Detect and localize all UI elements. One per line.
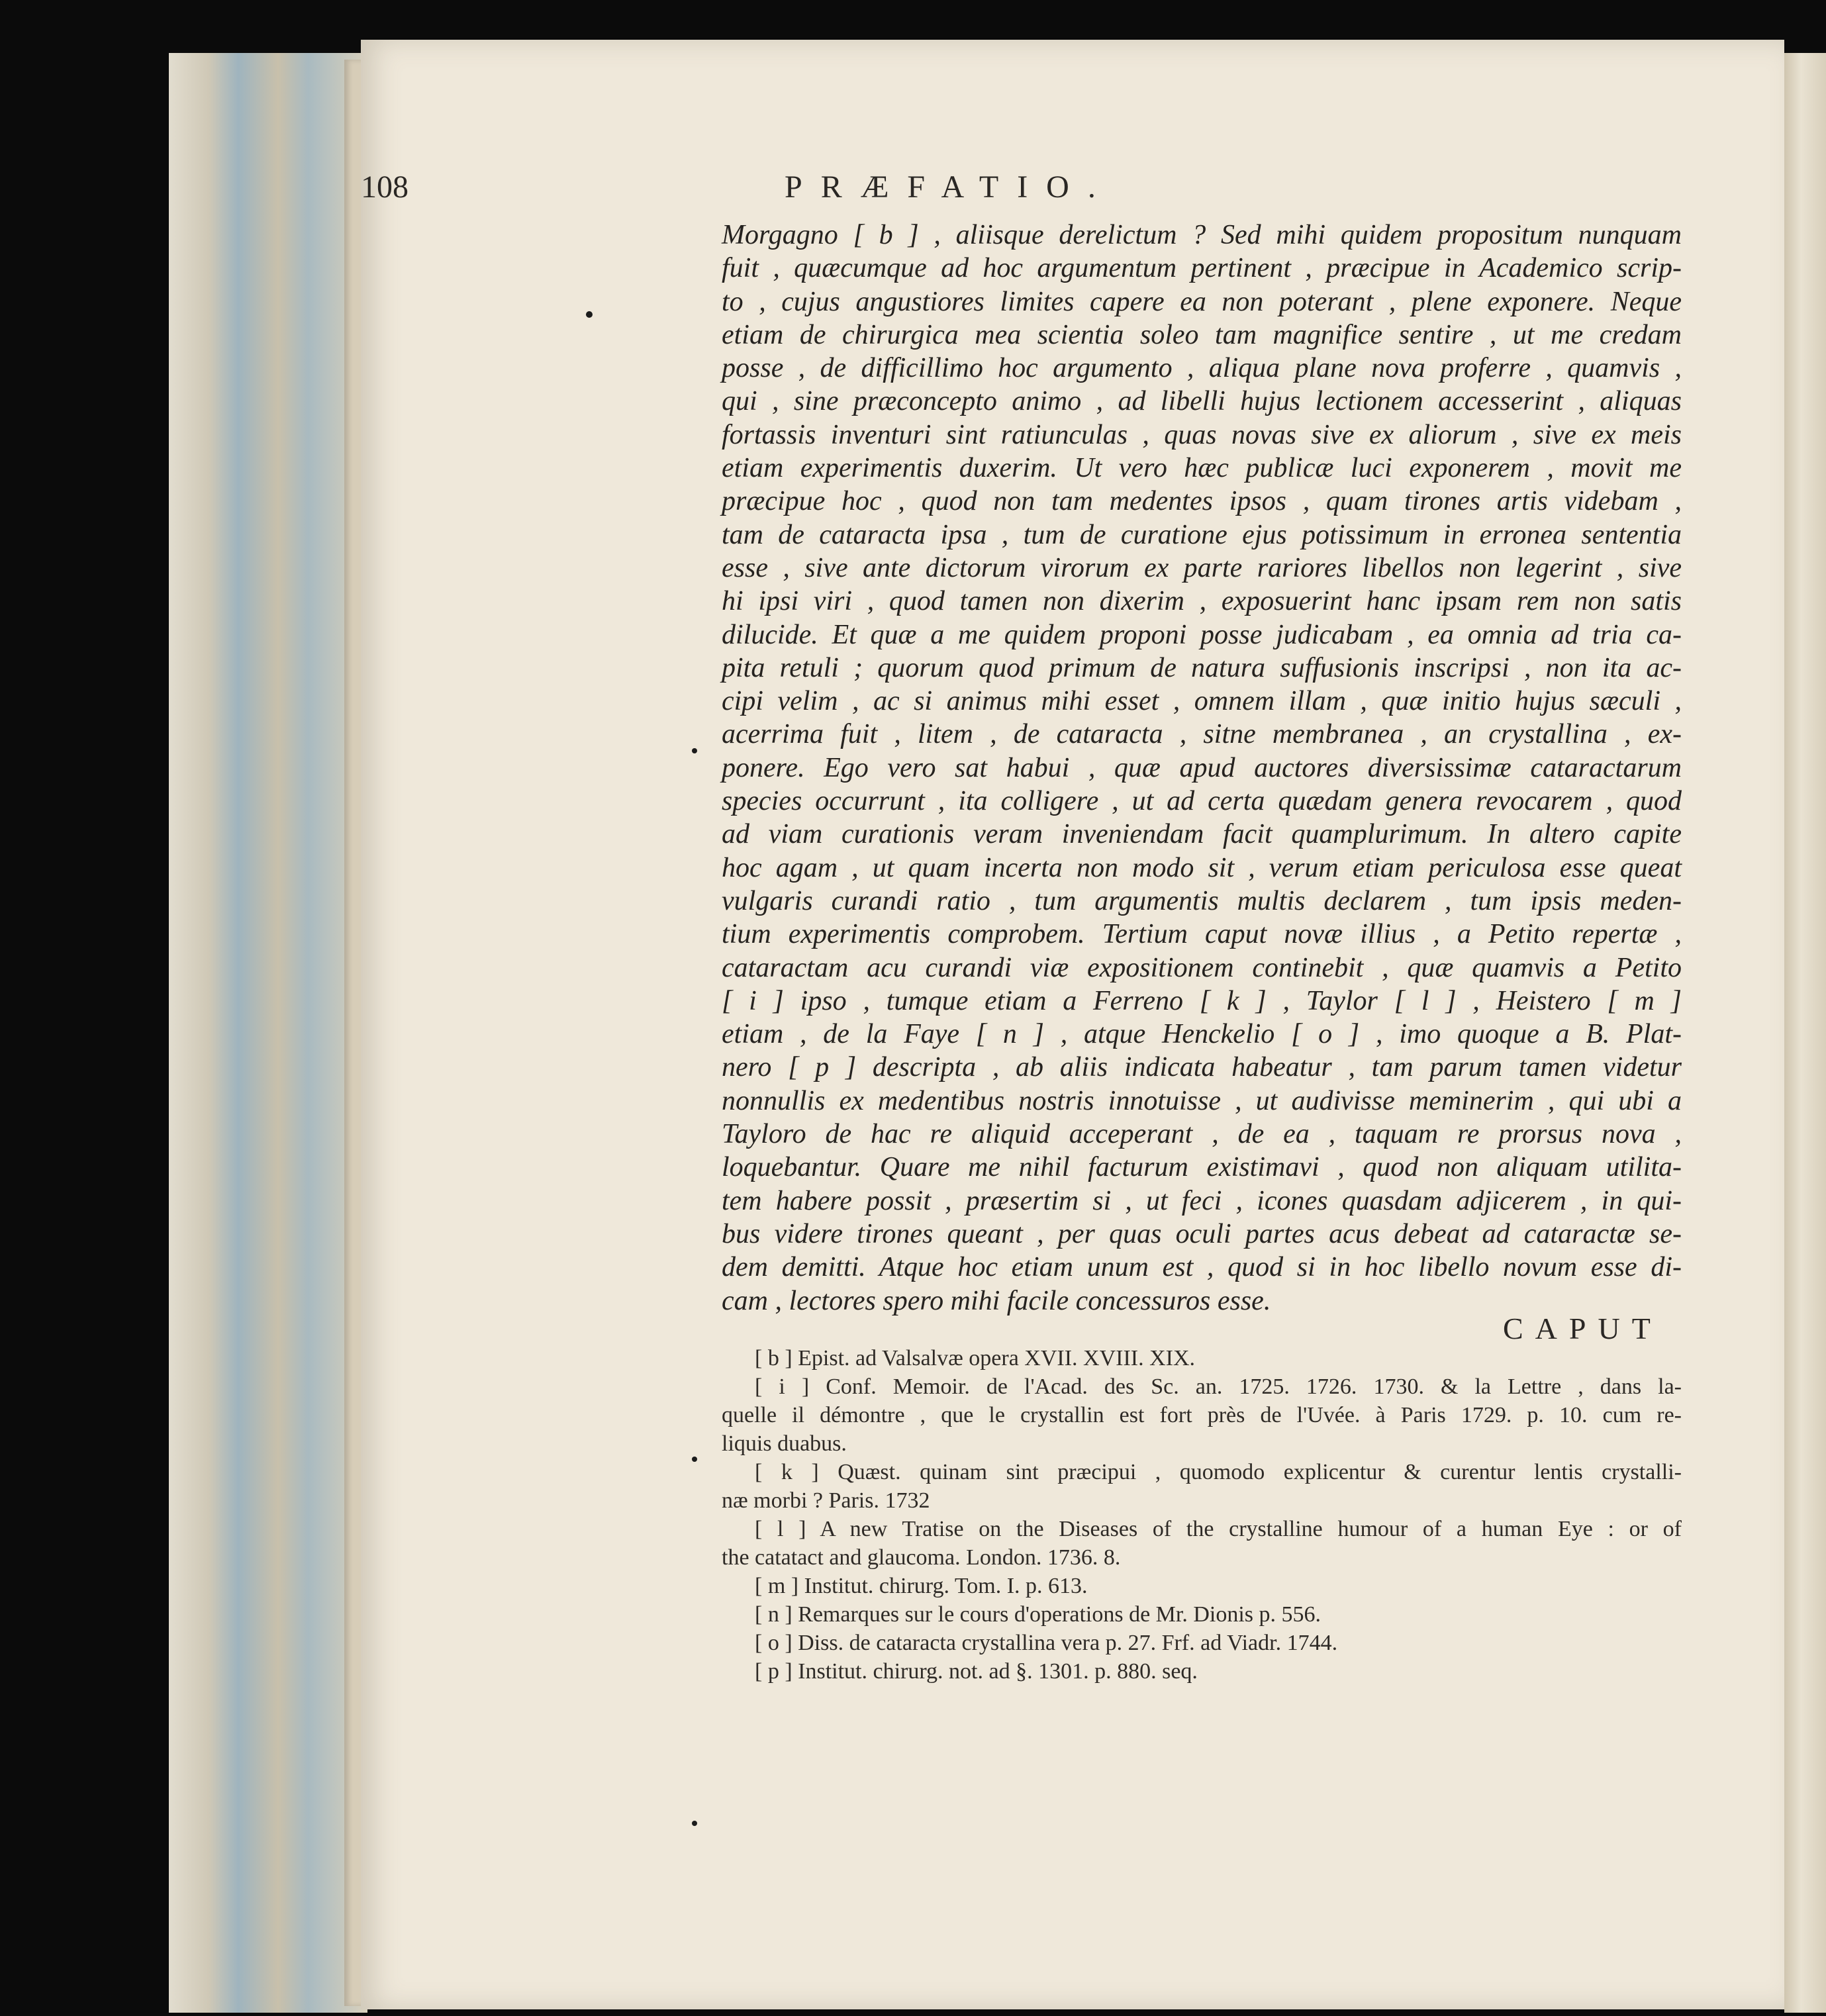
preface-body-text <box>722 218 1682 1318</box>
text-line: fortassis inventuri sint ratiunculas , quas novas sive ex aliorum , sive ex meis <box>722 419 1682 450</box>
footnote-line: [ p ] Institut. chirurg. not. ad §. 1301. p. 880. seq. <box>755 1659 1198 1684</box>
footnote-line: næ morbi ? Paris. 1732 <box>722 1488 930 1513</box>
footnote-line: [ i ] Conf. Memoir. de l'Acad. des Sc. an. 1725. 1726. 1730. & la Lettre , dans la- <box>755 1374 1682 1399</box>
footnote-line: [ l ] A new Tratise on the Diseases of the crystalline humour of a human Eye : or of <box>755 1517 1682 1541</box>
footnote-line: the catatact and glaucoma. London. 1736. 8. <box>722 1545 1121 1570</box>
footnote-line: liquis duabus. <box>722 1431 847 1456</box>
text-line: dem demitti. Atque hoc etiam unum est , quod si in hoc libello novum esse di- <box>722 1252 1682 1283</box>
text-line: hi ipsi viri , quod tamen non dixerim , exposuerint hanc ipsam rem non satis <box>722 586 1682 617</box>
text-line: bus videre tirones queant , per quas oculi partes acus debeat ad cataractæ se- <box>722 1218 1682 1249</box>
footnote-line: quelle il démontre , que le crystallin est fort près de l'Uvée. à Paris 1729. p. 10. cum re- <box>722 1403 1682 1427</box>
facing-page-edge <box>1784 53 1826 2013</box>
text-line: nero [ p ] descripta , ab aliis indicata habeatur , tam parum tamen videtur <box>722 1052 1682 1083</box>
footnote-line: [ n ] Remarques sur le cours d'operations de Mr. Dionis p. 556. <box>755 1602 1321 1627</box>
text-line: qui , sine præconcepto animo , ad libelli hujus lectionem accesserint , aliquas <box>722 386 1682 417</box>
text-line: [ i ] ipso , tumque etiam a Ferreno [ k ] , Taylor [ l ] , Heistero [ m ] <box>722 985 1682 1016</box>
text-line: vulgaris curandi ratio , tum argumentis multis declarem , tum ipsis meden- <box>722 885 1682 916</box>
text-line: nonnullis ex medentibus nostris innotuisse , ut audivisse meminerim , qui ubi a <box>722 1085 1682 1116</box>
text-line: etiam de chirurgica mea scientia soleo tam magnifice sentire , ut me credam <box>722 319 1682 350</box>
text-line: tem habere possit , præsertim si , ut feci , icones quasdam adjicerem , in qui- <box>722 1185 1682 1216</box>
footnote-line: [ o ] Diss. de cataracta crystallina vera p. 27. Frf. ad Viadr. 1744. <box>755 1631 1338 1655</box>
catchword: CAPUT <box>1503 1312 1662 1345</box>
text-line: Morgagno [ b ] , aliisque derelictum ? Sed mihi quidem propositum nunquam <box>722 220 1682 250</box>
text-line: fuit , quæcumque ad hoc argumentum pertinent , præcipue in Academico scrip- <box>722 253 1682 284</box>
text-line: tam de cataracta ipsa , tum de curatione ejus potissimum in erronea sententia <box>722 519 1682 550</box>
text-line: pita retuli ; quorum quod primum de natura suffusionis inscripsi , non ita ac- <box>722 652 1682 683</box>
text-line: ad viam curationis veram inveniendam facit quamplurimum. In altero capite <box>722 819 1682 850</box>
text-line: posse , de difficillimo hoc argumento , aliqua plane nova proferre , quamvis , <box>722 353 1682 384</box>
text-line: etiam experimentis duxerim. Ut vero hæc publicæ luci exponerem , movit me <box>722 453 1682 484</box>
ink-speck <box>692 1457 697 1462</box>
text-line: hoc agam , ut quam incerta non modo sit , verum etiam periculosa esse queat <box>722 852 1682 883</box>
footnote-line: [ k ] Quæst. quinam sint præcipui , quomodo explicentur & curentur lentis crystalli- <box>755 1460 1682 1484</box>
page-block-edge <box>169 53 367 2013</box>
text-line: cipi velim , ac si animus mihi esset , omnem illam , quæ initio hujus sæculi , <box>722 686 1682 717</box>
running-title: PRÆFATIO. <box>785 169 1114 205</box>
text-line: cam , lectores spero mihi facile concessuros esse. <box>722 1285 1271 1316</box>
ink-speck <box>586 311 593 318</box>
text-line: etiam , de la Faye [ n ] , atque Henckelio [ o ] , imo quoque a B. Plat- <box>722 1019 1682 1050</box>
running-header <box>361 169 1380 222</box>
ink-speck <box>692 748 697 753</box>
ink-speck <box>692 1821 697 1826</box>
text-line: ponere. Ego vero sat habui , quæ apud auctores diversissimæ cataractarum <box>722 752 1682 783</box>
text-line: to , cujus angustiores limites capere ea non poterant , plene exponere. Neque <box>722 286 1682 317</box>
footnote-line: [ b ] Epist. ad Valsalvæ opera XVII. XVIII. XIX. <box>755 1346 1196 1370</box>
footnote-line: [ m ] Institut. chirurg. Tom. I. p. 613. <box>755 1574 1088 1598</box>
text-line: Tayloro de hac re aliquid acceperant , de ea , taquam re prorsus nova , <box>722 1119 1682 1150</box>
footnotes <box>722 1344 1682 1686</box>
text-line: cataractam acu curandi viæ expositionem continebit , quæ quamvis a Petito <box>722 952 1682 983</box>
text-line: esse , sive ante dictorum virorum ex parte rariores libellos non legerint , sive <box>722 552 1682 583</box>
text-line: præcipue hoc , quod non tam medentes ipsos , quam tirones artis videbam , <box>722 486 1682 517</box>
text-line: species occurrunt , ita colligere , ut ad certa quædam genera revocarem , quod <box>722 786 1682 817</box>
text-line: tium experimentis comprobem. Tertium caput novæ illius , a Petito repertæ , <box>722 919 1682 950</box>
text-line: loquebantur. Quare me nihil facturum existimavi , quod non aliquam utilita- <box>722 1152 1682 1183</box>
text-line: dilucide. Et quæ a me quidem proponi posse judicabam , ea omnia ad tria ca- <box>722 619 1682 650</box>
text-line: acerrima fuit , litem , de cataracta , sitne membranea , an crystallina , ex- <box>722 719 1682 750</box>
page-number: 108 <box>361 169 408 205</box>
